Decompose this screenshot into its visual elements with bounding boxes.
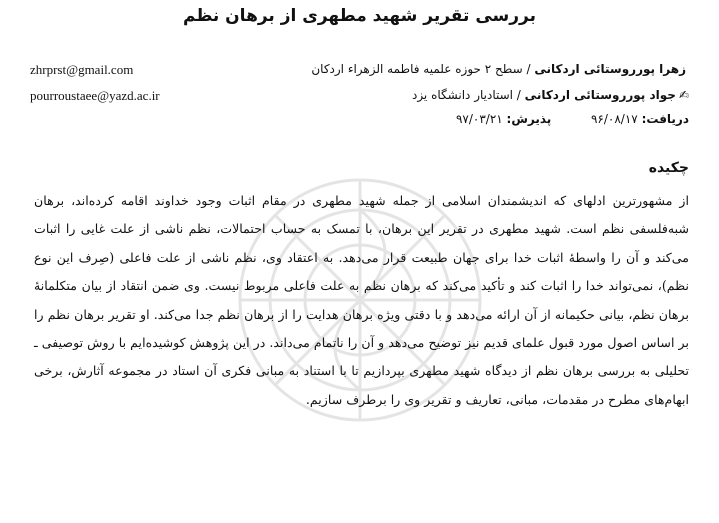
accepted-date: ۹۷/۰۳/۲۱ [455,112,503,126]
paper-title: بررسی تقریر شهید مطهری از برهان نظم [182,6,536,26]
author-2-email[interactable]: pourroustaee@yazd.ac.ir [30,88,160,103]
abstract-heading: چکیده [648,160,689,176]
author-1-affiliation: / سطح ۲ حوزه علمیه فاطمه الزهراء اردکان [311,62,535,76]
received-date: ۹۶/۰۸/۱۷ [590,112,638,126]
accepted-label: پذیرش: [506,112,552,126]
dates-line [456,112,689,126]
author-2-affiliation: / استادیار دانشگاه یزد [411,88,525,102]
author-2-info [412,88,689,102]
author-1-info [311,62,689,76]
received-label: دریافت: [641,112,689,126]
author-1-name: زهرا پورروستائی اردکانی [534,62,686,76]
author-1-email[interactable]: zhrprst@gmail.com [30,62,134,77]
abstract-text: از مشهورترین ادلهای که اندیشمندان اسلامی از جمله شهید مطهری در مقام اثبات وجود خداوند اقامه کرده‌اند، برهان شبه‌فلسفی نظم است. شهید مطهری در تقریر این برهان، با تمسک به حساب احتمالات، نظم ناشی از علت غایی را اثبات می‌کند و آن را واسطهٔ اثبات خدا برای جهان طبیعت قرار می‌دهد. به اعتقاد وی، نظم ناشی از علت فاعلی (صِرف این نوع نظم)، نمی‌تواند خدا را اثبات کند و تأکید می‌کند که برهان نظم به علت فاعلی مربوط نیست. وی ضمن انتقاد از بیان متکلمانهٔ برهان نظم، بیانی حکیمانه از آن ارائه می‌دهد و با دقتی ویژه برهان هدایت را از برهان نظم جدا می‌کند. او تقریر برهان نظم را بر اساس اصول مورد قبول علمای قدیم نیز توضیح می‌دهد و آن را ناتمام می‌داند. در این پژوهش کوشیده‌ایم با روش توصیفی ـ تحلیلی به بررسی برهان نظم از دیدگاه شهید مطهری بپردازیم تا با استناد به مبانی فکری آن استاد در مجموعه آثارش، برخی ابهام‌های مطرح در مقدمات، مبانی، تعاریف و تقریر وی را برطرف سازیم. [34,193,689,407]
author-2-name: جواد پورروستائی اردکانی [524,88,676,102]
corresponding-author-pen-icon: ✍ [678,88,689,102]
